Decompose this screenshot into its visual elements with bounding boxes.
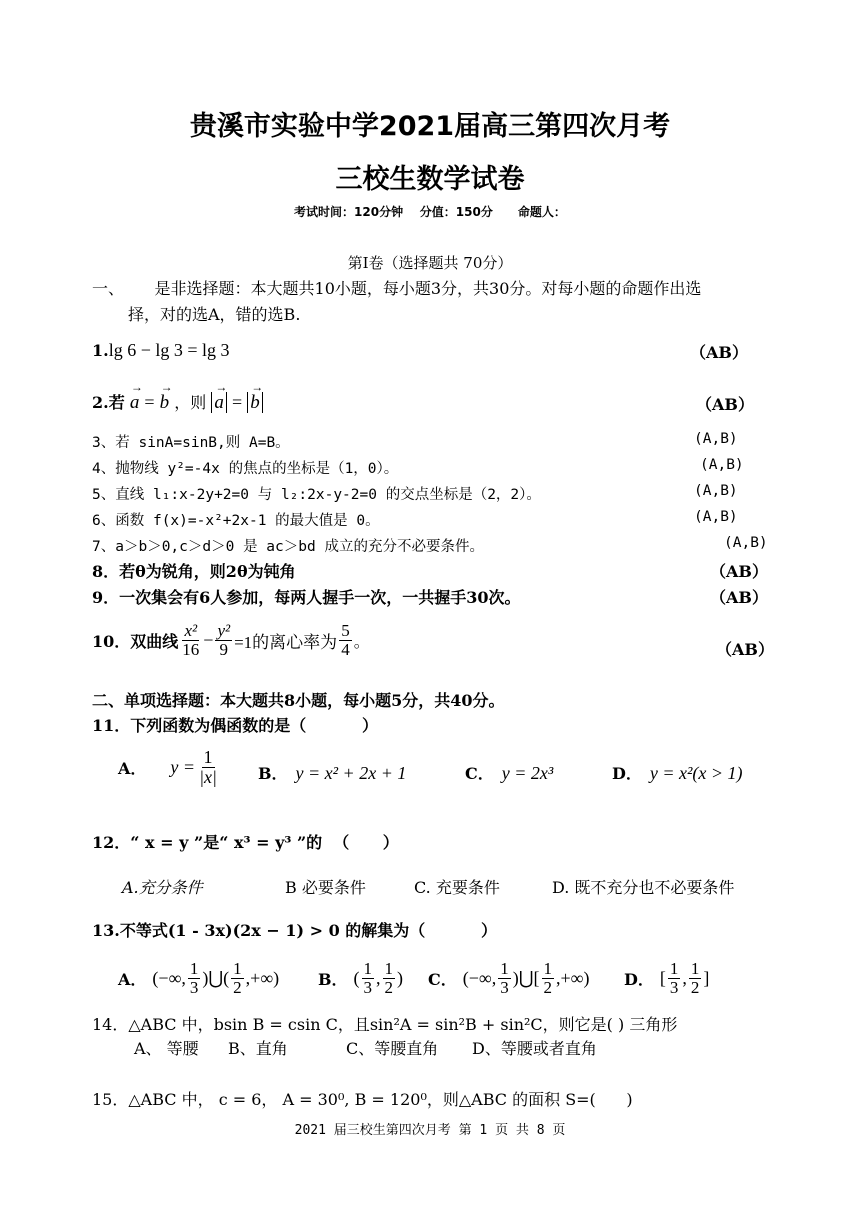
exam-meta: 考试时间：120分钟 分值：150分 命题人：	[294, 205, 566, 219]
question-2-mid: ，则	[174, 393, 207, 412]
question-11-option-b: B． y = x² + 2x + 1	[258, 763, 407, 783]
question-15: 15．△ABC 中， c = 6， A = 30⁰, B = 120⁰，则△ABC 的面积 S=( )	[92, 1090, 633, 1109]
question-1-answer: （AB）	[690, 343, 748, 362]
title-line-1: 贵溪市实验中学2021届高三第四次月考	[189, 111, 671, 142]
section1-intro-line1: 一、 是非选择题：本大题共10小题，每小题3分，共30分。对每小题的命题作出选	[92, 279, 702, 298]
question-5: 5、直线 l₁:x-2y+2=0 与 l₂:2x-y-2=0 的交点坐标是（2，2）。	[92, 487, 541, 503]
section1-intro-line2: 择，对的选A，错的选B.	[128, 305, 301, 324]
question-13: 13.不等式(1 - 3x)(2x − 1) > 0 的解集为（ ）	[92, 921, 498, 940]
question-11: 11．下列函数为偶函数的是（ ）	[92, 716, 378, 735]
question-12: 12．“ x = y ”是“ x³ = y³ ”的 （ ）	[92, 833, 399, 852]
question-3: 3、若 sinA=sinB,则 A=B。	[92, 435, 290, 451]
question-4: 4、抛物线 y²=-4x 的焦点的坐标是（1，0）。	[92, 461, 399, 477]
question-11-option-a: A． y = $\frac{1}{|x|}$	[118, 747, 217, 787]
question-2-answer: （AB）	[696, 395, 754, 414]
question-12-option-a: A.充分条件	[122, 878, 203, 897]
question-1-number: 1.	[92, 341, 109, 360]
question-4-answer: (A,B)	[700, 457, 744, 473]
question-10-number: 10．双曲线	[92, 631, 179, 651]
question-11-option-d: D． y = x²(x > 1)	[612, 763, 743, 783]
question-7-answer: (A,B)	[724, 535, 768, 551]
question-14-option-c: C、等腰直角	[346, 1039, 439, 1058]
vector-b: → b	[159, 380, 173, 413]
question-10: 10．双曲线 $\frac{\text{x²}}{16}$ − $\frac{\text{y²}}{9}$ =1的离心率为 $\frac{5}{4}$ 。	[92, 621, 370, 659]
question-14-option-b: B、直角	[228, 1039, 288, 1058]
question-13-option-a: A． (−∞, $\frac{1}{3}$ )⋃( $\frac{1}{2}$ ,+∞)	[118, 959, 280, 997]
question-1	[92, 340, 230, 361]
fraction-5-4: $\frac{5}{4}$	[341, 621, 350, 659]
question-14-option-d: D、等腰或者直角	[472, 1039, 597, 1058]
question-10-tail: =1的离心率为	[234, 632, 338, 652]
question-14-option-a: A、 等腰	[134, 1039, 199, 1058]
section1-heading: 第Ⅰ卷（选择题共 70分）	[347, 254, 513, 272]
question-14: 14．△ABC 中，bsin B = csin C，且sin²A = sin²B + sin²C，则它是( ) 三角形	[92, 1015, 678, 1034]
question-7: 7、a＞b＞0,c＞d＞0 是 ac＞bd 成立的充分不必要条件。	[92, 539, 484, 555]
question-6-answer: (A,B)	[694, 509, 738, 525]
vector-a: → a	[129, 380, 143, 413]
question-12-option-d: D. 既不充分也不必要条件	[552, 878, 735, 897]
question-6: 6、函数 f(x)=-x²+2x-1 的最大值是 0。	[92, 513, 380, 529]
question-9-answer: （AB）	[710, 588, 768, 607]
question-13-option-d: D． [ $\frac{1}{3}$ , $\frac{1}{2}$ ]	[624, 959, 710, 997]
page-footer: 2021 届三校生第四次月考 第 1 页 共 8 页	[294, 1123, 566, 1138]
fraction-y2-9: $\frac{\text{y²}}{9}$	[217, 621, 231, 659]
question-5-answer: (A,B)	[694, 483, 738, 499]
question-12-option-b: B 必要条件	[285, 878, 366, 897]
question-8: 8．若θ为锐角，则2θ为钝角	[92, 562, 296, 581]
norm-b: → b	[247, 392, 263, 413]
question-3-answer: (A,B)	[694, 431, 738, 447]
question-8-answer: （AB）	[710, 562, 768, 581]
question-13-option-c: C． (−∞, $\frac{1}{3}$ )⋃[ $\frac{1}{2}$ ,+∞)	[428, 959, 590, 997]
question-10-answer: （AB）	[716, 640, 774, 659]
question-11-option-c: C． y = 2x³	[465, 763, 554, 783]
question-2: 2.若 → a = → b ，则 → a = → b	[92, 380, 264, 413]
fraction-x2-16: $\frac{\text{x²}}{16}$	[182, 621, 200, 659]
question-12-option-c: C. 充要条件	[414, 878, 500, 897]
question-1-expr: lg 6 − lg 3 = lg 3	[108, 340, 230, 360]
question-13-option-b: B． ( $\frac{1}{3}$ , $\frac{1}{2}$ )	[318, 959, 404, 997]
title-line-2: 三校生数学试卷	[335, 164, 525, 195]
norm-a: → a	[211, 392, 227, 413]
question-2-number: 2.若	[92, 393, 125, 412]
question-9: 9．一次集会有6人参加，每两人握手一次，一共握手30次。	[92, 588, 521, 607]
section2-heading: 二、单项选择题：本大题共8小题，每小题5分，共40分。	[92, 691, 505, 710]
